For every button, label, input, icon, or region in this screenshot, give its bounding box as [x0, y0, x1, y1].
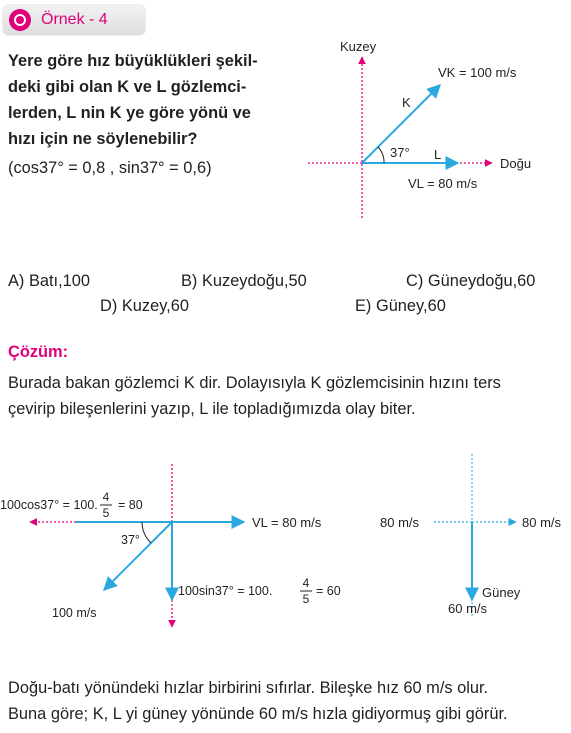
fraction-denominator: 5: [302, 592, 310, 606]
solution-intro: [8, 370, 563, 422]
resultant-label: 60 m/s: [448, 601, 488, 616]
k-label: K: [402, 95, 411, 110]
example-title: Örnek - 4: [41, 11, 108, 28]
figure-components: [0, 462, 350, 632]
question-line: hızı için ne söylenebilir?: [8, 130, 198, 148]
left-label: 80 m/s: [380, 515, 420, 530]
solution-title: Çözüm:: [8, 343, 69, 361]
question-line: deki gibi olan K ve L gözlemci-: [8, 78, 247, 96]
angle-arc: [378, 147, 384, 163]
circle-icon: [9, 9, 31, 31]
figure-velocity-vectors: [300, 35, 560, 225]
right-label: 80 m/s: [522, 515, 562, 530]
vl-label: VL = 80 m/s: [408, 176, 478, 191]
cos-label: 100cos37° = 100.: [0, 498, 98, 512]
solution-conclusion: [8, 675, 563, 727]
fraction-numerator: 4: [302, 576, 310, 590]
option-b[interactable]: B) Kuzeydoğu,50: [181, 272, 307, 290]
given-formula: (cos37° = 0,8 , sin37° = 0,6): [8, 159, 212, 177]
vk-label: VK = 100 m/s: [438, 65, 517, 80]
angle-label: 37°: [390, 145, 410, 160]
sin-result: = 60: [316, 584, 341, 598]
north-label: Kuzey: [340, 39, 377, 54]
angle-arc: [142, 522, 151, 543]
l-label: L: [434, 147, 442, 162]
cos-result: = 80: [118, 498, 143, 512]
angle-label: 37°: [121, 533, 140, 547]
option-a[interactable]: A) Batı,100: [8, 272, 91, 290]
question-line: Yere göre hız büyüklükleri şekil-: [8, 52, 258, 70]
fraction-numerator: 4: [102, 490, 110, 504]
option-e[interactable]: E) Güney,60: [355, 297, 446, 315]
option-d[interactable]: D) Kuzey,60: [100, 297, 189, 315]
conclusion-line: Buna göre; K, L yi güney yönünde 60 m/s hızla gidiyormuş gibi görür.: [8, 705, 508, 723]
vl-label: VL = 80 m/s: [252, 515, 322, 530]
sin-label: 100sin37° = 100.: [178, 584, 273, 598]
question-line: lerden, L nin K ye göre yönü ve: [8, 104, 251, 122]
south-label: Güney: [482, 585, 521, 600]
intro-line: çevirip bileşenlerini yazıp, L ile topladığımızda olay biter.: [8, 400, 416, 418]
conclusion-line: Doğu-batı yönündeki hızlar birbirini sıfırlar. Bileşke hız 60 m/s olur.: [8, 679, 489, 697]
hyp-label: 100 m/s: [52, 606, 97, 620]
question-text: [8, 48, 283, 152]
example-badge: [3, 5, 145, 35]
east-label: Doğu: [500, 156, 532, 171]
fraction-denominator: 5: [102, 506, 110, 520]
intro-line: Burada bakan gözlemci K dir. Dolayısıyla K gözlemcisinin hızını ters: [8, 374, 501, 392]
figure-resultant: [372, 450, 571, 625]
option-c[interactable]: C) Güneydoğu,60: [406, 272, 536, 290]
